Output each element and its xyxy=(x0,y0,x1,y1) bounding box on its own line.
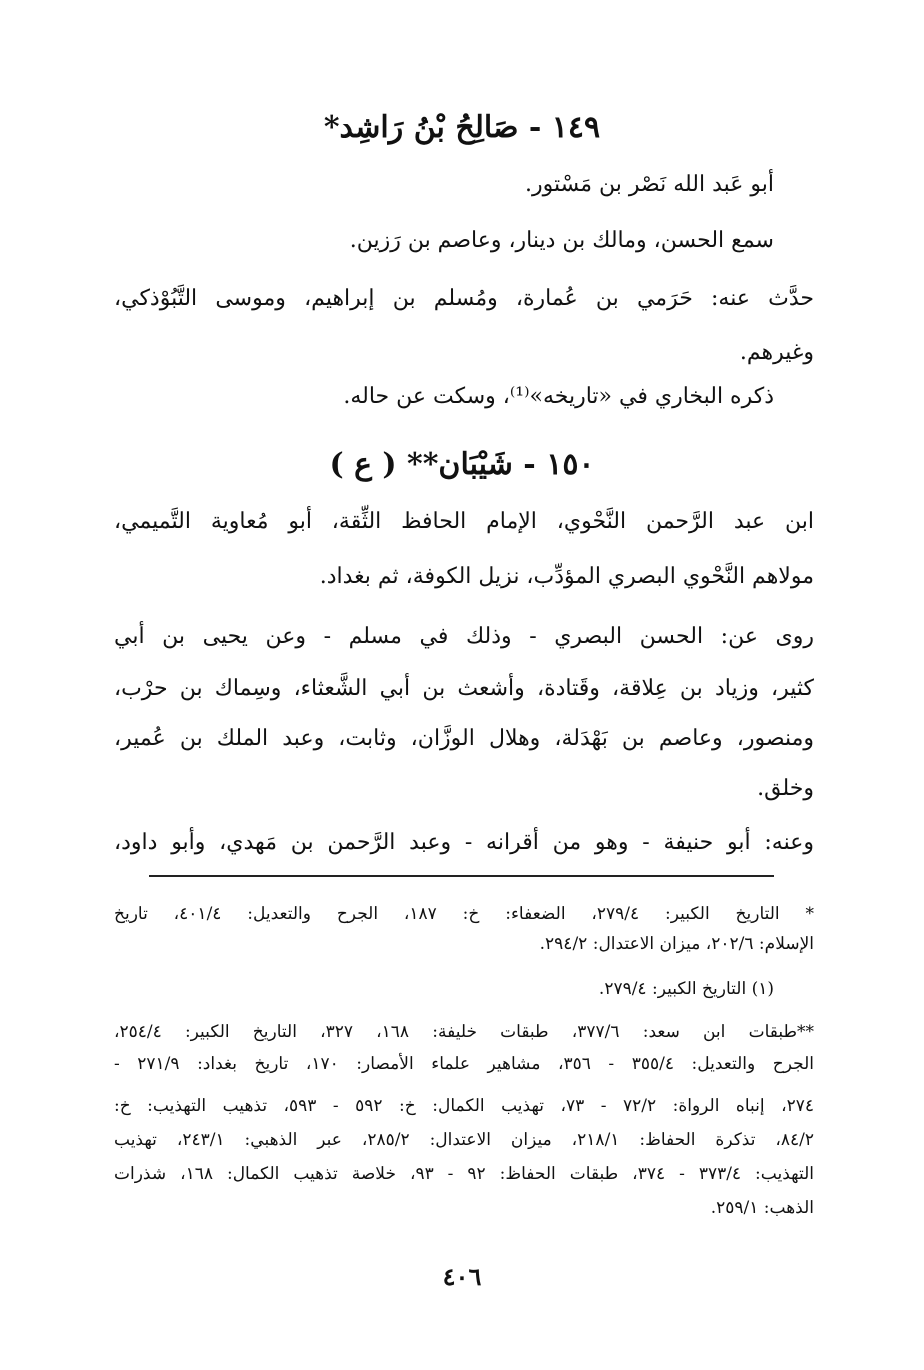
footnote-double-star-line-2: الجرح والتعديل: ٣٥٥/٤ - ٣٥٦، مشاهير علماء الأمصار: ١٧٠، تاريخ بغداد: ٢٧١/٩ - xyxy=(114,1054,814,1074)
page-number: ٤٠٦ xyxy=(442,1262,482,1291)
footnote-separator xyxy=(149,875,774,877)
entry-150-line-6: وخلق. xyxy=(757,776,814,801)
entry-150-line-3: روى عن: الحسن البصري - وذلك في مسلم - وعن يحيى بن أبي xyxy=(114,624,814,649)
footnote-star-line-2: الإسلام: ٢٠٢/٦، ميزان الاعتدال: ٢٩٤/٢. xyxy=(539,934,814,954)
entry-150-heading: ١٥٠ - شَيْبَان** ( ع ) xyxy=(329,447,595,482)
entry-150-line-1: ابن عبد الرَّحمن النَّحْوي، الإمام الحافظ الثِّقة، أبو مُعاوية التَّميمي، xyxy=(114,509,814,534)
entry-150-line-2: مولاهم النَّحْوي البصري المؤدِّب، نزيل الكوفة، ثم بغداد. xyxy=(319,564,814,589)
footnote-1: (١) التاريخ الكبير: ٢٧٩/٤. xyxy=(598,979,774,999)
entry-150-line-4: كثير، وزياد بن عِلاقة، وقَتادة، وأشعث بن أبي الشَّعثاء، وسِماك بن حرْب، xyxy=(114,676,814,701)
entry-149-line-1: أبو عَبد الله نَصْر بن مَسْتور. xyxy=(524,172,774,197)
footnote-double-star-line-6: الذهب: ٢٥٩/١. xyxy=(710,1198,814,1218)
entry-149-line-4: وغيرهم. xyxy=(739,340,814,365)
entry-150-line-7: وعنه: أبو حنيفة - وهو من أقرانه - وعبد الرَّحمن بن مَهدي، وأبو داود، xyxy=(114,830,814,855)
footnote-double-star-line-3: ٢٧٤، إنباه الرواة: ٧٢/٢ - ٧٣، تهذيب الكمال: خ: ٥٩٢ - ٥٩٣، تذهيب التهذيب: خ: xyxy=(114,1096,814,1116)
entry-150-line-5: ومنصور، وعاصم بن بَهْدَلة، وهلال الوزَّان، وثابت، وعبد الملك بن عُمير، xyxy=(114,726,814,751)
footnote-star-line-1: * التاريخ الكبير: ٢٧٩/٤، الضعفاء: خ: ١٨٧، الجرح والتعديل: ٤٠١/٤، تاريخ xyxy=(114,904,815,924)
footnote-double-star-line-5: التهذيب: ٣٧٣/٤ - ٣٧٤، طبقات الحفاظ: ٩٢ - ٩٣، خلاصة تذهيب الكمال: ١٦٨، شذرات xyxy=(114,1164,815,1184)
entry-149-line-2: سمع الحسن، ومالك بن دينار، وعاصم بن رَزين. xyxy=(349,228,774,253)
entry-149-heading: ١٤٩ - صَالِحُ بْنُ رَاشِد* xyxy=(323,110,601,145)
footnote-double-star-line-1: **طبقات ابن سعد: ٣٧٧/٦، طبقات خليفة: ١٦٨، ٣٢٧، التاريخ الكبير: ٢٥٤/٤، xyxy=(114,1022,815,1042)
entry-149-line-3: حدَّث عنه: حَرَمي بن عُمارة، ومُسلم بن إبراهيم، وموسى التَّبُوْذكي، xyxy=(114,286,814,311)
entry-149-line-5: ذكره البخاري في «تاريخه»⁽¹⁾، وسكت عن حاله. xyxy=(343,384,774,409)
footnote-double-star-line-4: ٨٤/٢، تذكرة الحفاظ: ٢١٨/١، ميزان الاعتدال: ٢٨٥/٢، عبر الذهبي: ٢٤٣/١، تهذيب xyxy=(114,1130,814,1150)
